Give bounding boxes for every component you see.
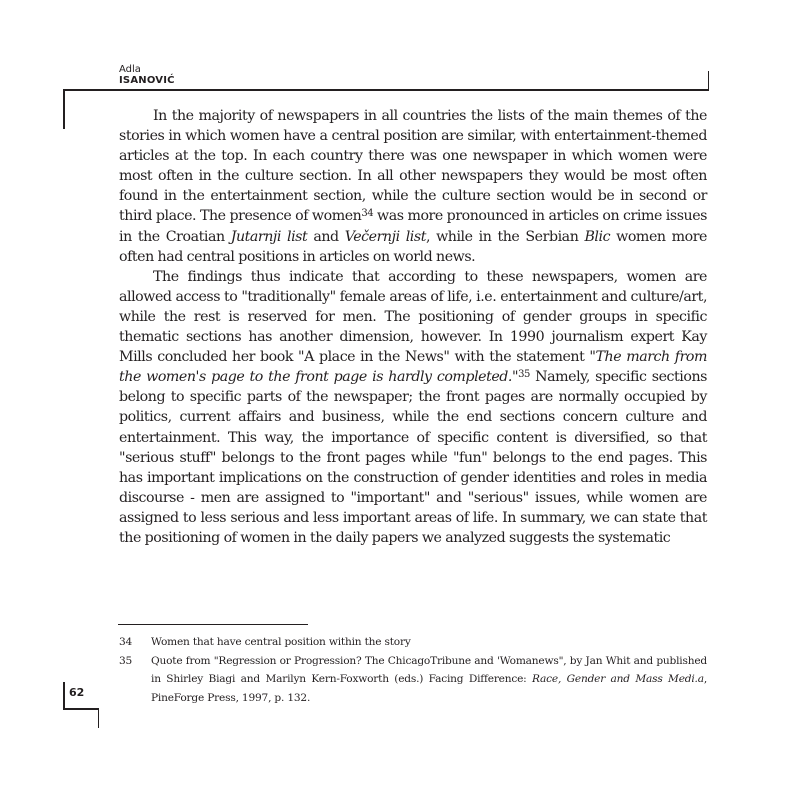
main-text (119, 106, 707, 548)
footnote-separator (118, 624, 308, 625)
footnote-ref-35: 35 (518, 369, 530, 381)
paragraph-1-text-e: women more often had central positions in articles on world news. (119, 228, 708, 265)
footnote-number: 34 (119, 636, 133, 648)
paragraph-2-quote-close: " (512, 369, 519, 386)
footnote-text-container (151, 652, 707, 708)
quoted-statement: The march from the women's page to the front page is hardly completed. (119, 349, 707, 386)
newspaper-name-blic: Blic (584, 228, 611, 245)
footnote-publisher: , PineForge Press, 1997, p. 132. (151, 673, 707, 704)
page-number: 62 (69, 686, 85, 699)
header-rule (63, 89, 709, 91)
paragraph-1-text-c: and (307, 228, 345, 245)
paragraph-1-text-a: In the majority of newspapers in all countries the lists of the main themes of the stories in which women have a central position are similar, with entertainment-themed articles at the top. In each country there was one newspaper in which women were most often in the culture section. In all other newspapers they would be most often found in the entertainment section, while the culture section would be in second or third place. The presence of women (119, 108, 707, 225)
paragraph-2-text-a: The findings thus indicate that according to these newspapers, women are allowed access to "traditionally" female areas of life, i.e. entertainment and culture/art, while the rest is reserved for men. The positioning of gender groups in specific thematic sections has another dimension, however. In 1990 journalism expert Kay Mills concluded her book "A place in the News" with the statement " (119, 268, 707, 366)
paragraph-2-text-b: Namely, specific sections belong to specific parts of the newspaper; the front pages are normally occupied by politics, current affairs and business, while the end sections concern culture and entertainment. This way, the importance of specific content is diversified, so that "serious stuff" belongs to the front pages while "fun" belongs to the end pages. This has important implications on the construction of gender identities and roles in media discourse - men are assigned to "important" and "serious" issues, while women are assigned to less serious and less important areas of life. In summary, we can state that the positioning of women in the daily papers we analyzed suggests the systematic (119, 369, 707, 546)
footnote-number: 35 (119, 654, 133, 667)
footnote-book-title: Race, Gender and Mass Medi.a (532, 673, 704, 685)
footnote-text: Women that have central position within the story (151, 636, 411, 648)
author-first-name: Adla (119, 64, 141, 75)
author-last-name: ISANOVIĆ (119, 75, 175, 86)
paragraph-2 (119, 267, 707, 548)
paragraph-1 (119, 106, 707, 267)
paragraph-1-text-b: was more pronounced in articles on crime issues in the Croatian (119, 208, 707, 245)
header-right-tick (708, 71, 710, 90)
footnote-34 (119, 633, 707, 652)
footnotes (119, 633, 707, 707)
paragraph-1-text-d: , while in the Serbian (425, 228, 585, 245)
newspaper-name-jutarnji: Jutarnji list (230, 228, 308, 245)
footnote-ref-34: 34 (361, 208, 374, 220)
running-header-author (119, 64, 175, 86)
footer-rule (63, 708, 99, 710)
footer-left-tick (63, 682, 65, 709)
footnote-text: Quote from "Regression or Progression? The ChicagoTribune and 'Womanews", by Jan Whit and published in Shirley Biagi and Marilyn Kern-Foxworth (eds.) Facing Difference: (151, 654, 707, 685)
header-left-tick (63, 89, 65, 129)
footnote-35 (119, 652, 707, 708)
newspaper-name-vecernji: Večernji list (344, 228, 426, 245)
footer-right-tick (98, 708, 100, 728)
